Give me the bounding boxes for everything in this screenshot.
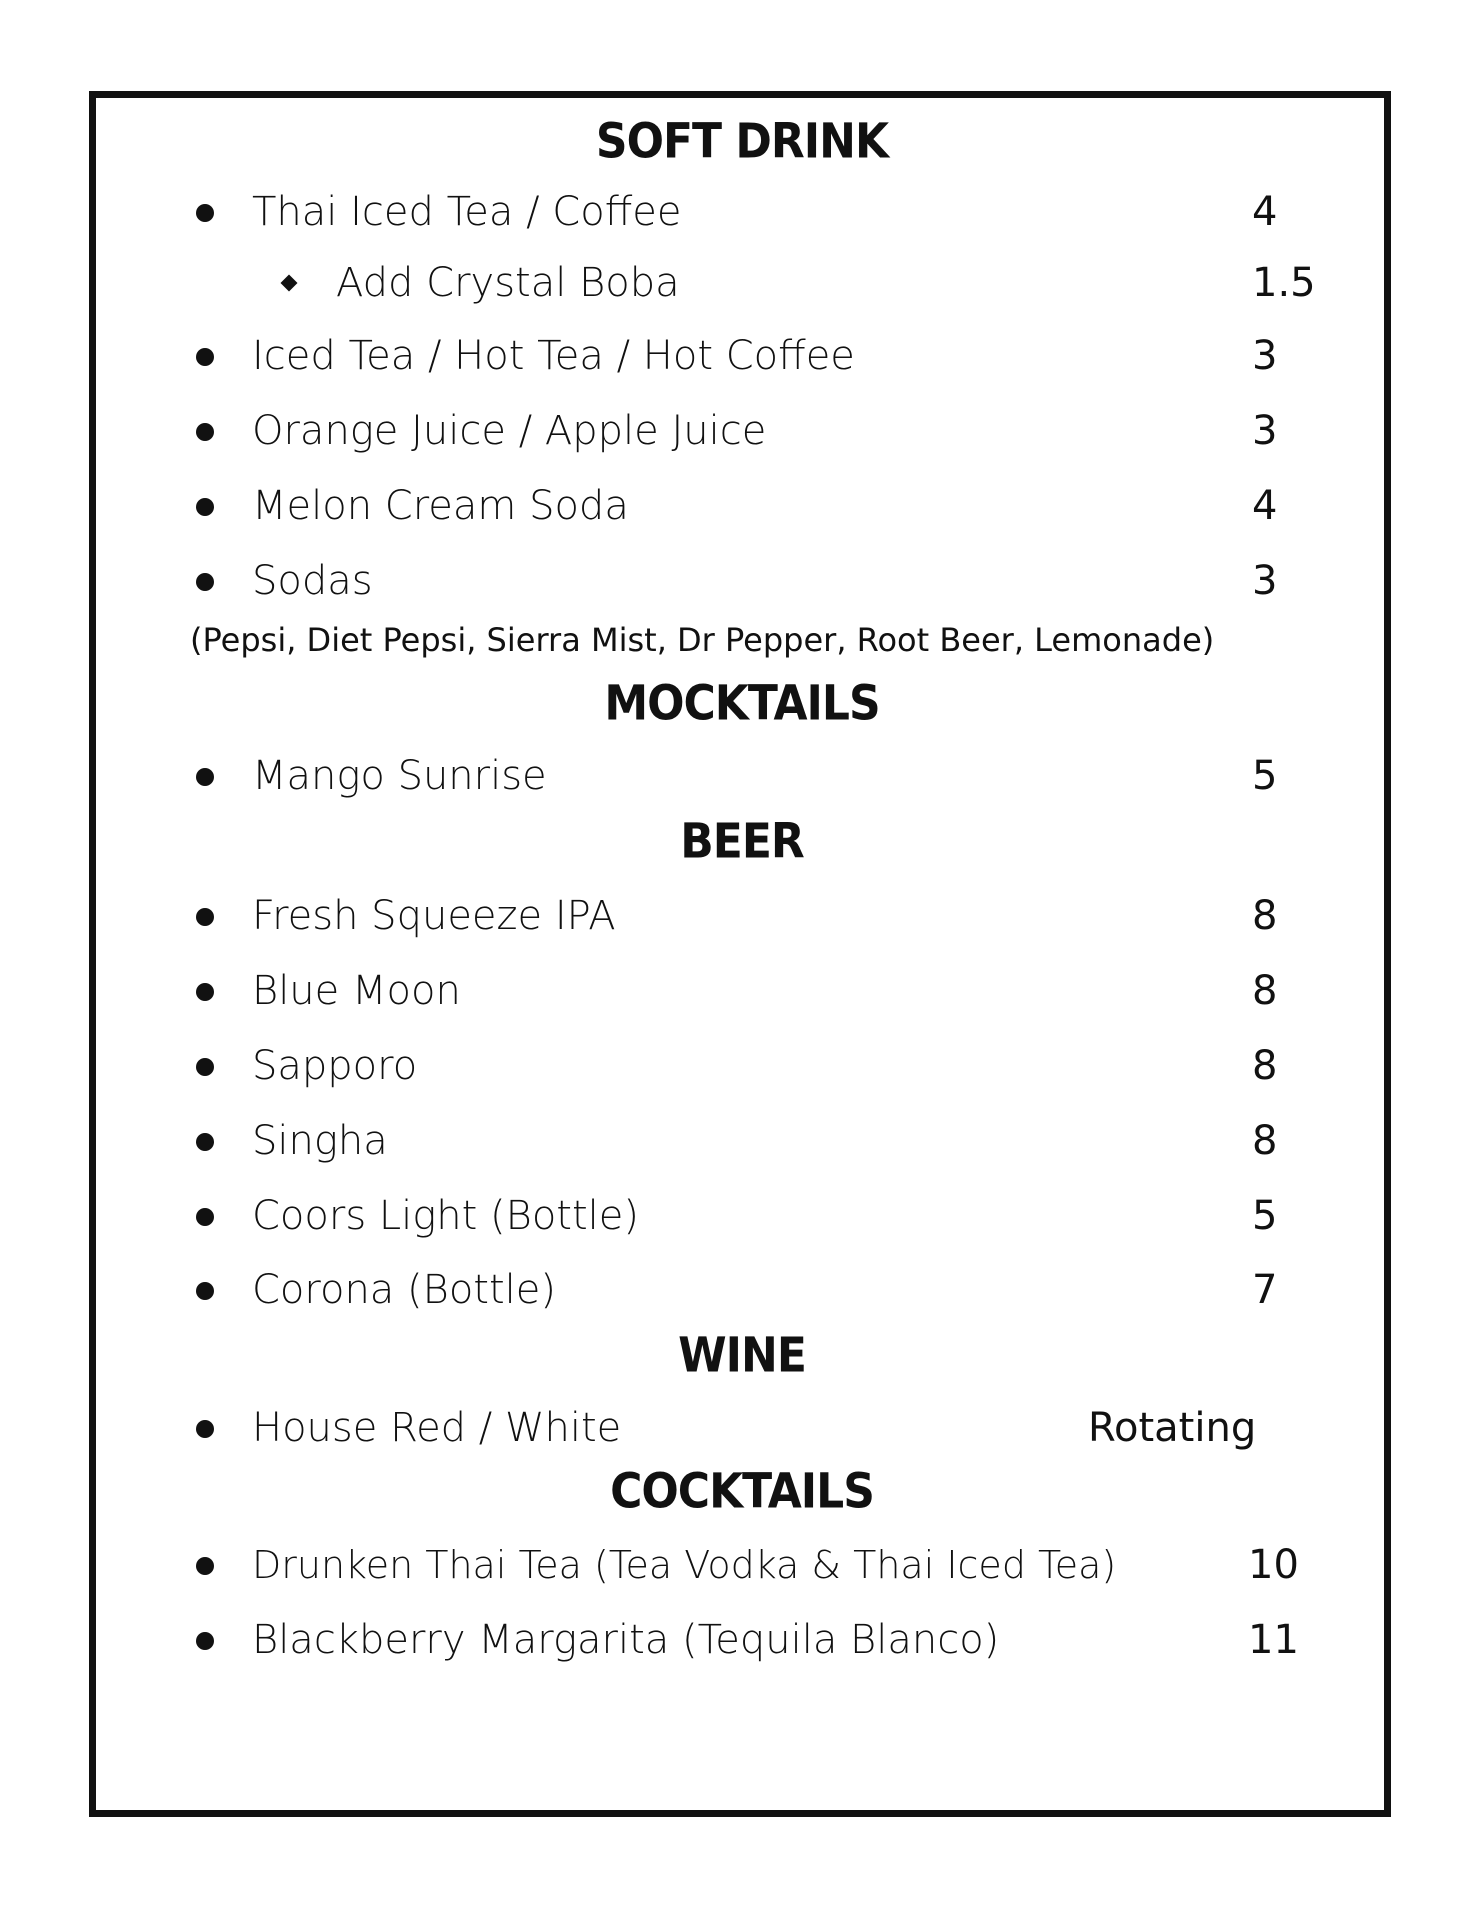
menu-item	[0, 963, 1484, 1019]
menu-item	[0, 328, 1484, 384]
menu-item	[0, 1188, 1484, 1244]
item-price: 8	[1252, 968, 1278, 1014]
item-price: 7	[1252, 1267, 1278, 1313]
item-name: Orange Juice / Apple Juice	[252, 408, 767, 454]
bullet-icon	[196, 423, 214, 441]
section-title-soft-drink: SOFT DRINK	[595, 113, 889, 170]
item-name: Add Crystal Boba	[336, 260, 680, 306]
bullet-icon	[196, 573, 214, 591]
item-name: Mango Sunrise	[252, 753, 547, 799]
item-price: 4	[1252, 189, 1278, 235]
item-name: Coors Light (Bottle)	[252, 1193, 639, 1239]
item-price: 4	[1252, 483, 1278, 529]
item-price: 1.5	[1252, 260, 1316, 306]
item-name: Iced Tea / Hot Tea / Hot Coffee	[252, 333, 855, 379]
section-title-beer: BEER	[680, 813, 804, 870]
item-name: House Red / White	[252, 1405, 622, 1451]
menu-item	[0, 1612, 1484, 1668]
menu-item	[0, 403, 1484, 459]
item-name: Melon Cream Soda	[252, 483, 629, 529]
section-title-mocktails: MOCKTAILS	[604, 675, 880, 732]
item-price: 8	[1252, 893, 1278, 939]
sodas-note: (Pepsi, Diet Pepsi, Sierra Mist, Dr Pepper, Root Beer, Lemonade)	[190, 621, 1215, 659]
bullet-icon	[196, 348, 214, 366]
item-name: Corona (Bottle)	[252, 1267, 556, 1313]
bullet-icon	[196, 1208, 214, 1226]
bullet-icon	[196, 1632, 214, 1650]
bullet-icon	[196, 1282, 214, 1300]
menu-item	[0, 1262, 1484, 1318]
item-name: Blackberry Margarita (Tequila Blanco)	[252, 1617, 1000, 1663]
menu-item	[0, 1537, 1484, 1593]
item-price: 3	[1252, 558, 1278, 604]
item-name: Drunken Thai Tea (Tea Vodka & Thai Iced Tea)	[252, 1543, 1117, 1587]
item-price: 3	[1252, 408, 1278, 454]
item-price: 5	[1252, 753, 1278, 799]
menu-item	[0, 888, 1484, 944]
bullet-icon	[196, 1058, 214, 1076]
section-title-wine: WINE	[678, 1327, 806, 1384]
menu-item	[0, 1113, 1484, 1169]
bullet-icon	[196, 1420, 214, 1438]
menu-item	[0, 478, 1484, 534]
item-name: Sodas	[252, 558, 373, 604]
item-price: 5	[1252, 1193, 1278, 1239]
item-price: 10	[1248, 1542, 1299, 1588]
item-name: Singha	[252, 1118, 388, 1164]
diamond-bullet-icon	[281, 275, 298, 292]
item-name: Blue Moon	[252, 968, 461, 1014]
bullet-icon	[196, 498, 214, 516]
bullet-icon	[196, 983, 214, 1001]
item-price: 8	[1252, 1043, 1278, 1089]
item-price: Rotating	[1088, 1405, 1257, 1451]
item-name: Fresh Squeeze IPA	[252, 893, 616, 939]
item-price: 8	[1252, 1118, 1278, 1164]
bullet-icon	[196, 1133, 214, 1151]
bullet-icon	[196, 204, 214, 222]
item-price: 3	[1252, 333, 1278, 379]
bullet-icon	[196, 908, 214, 926]
item-name: Sapporo	[252, 1043, 418, 1089]
menu-item	[0, 1038, 1484, 1094]
menu-item	[0, 184, 1484, 240]
bullet-icon	[196, 768, 214, 786]
bullet-icon	[196, 1557, 214, 1575]
item-price: 11	[1248, 1617, 1299, 1663]
menu-item-addon	[0, 255, 1484, 311]
menu-item	[0, 1400, 1484, 1456]
menu-item	[0, 748, 1484, 804]
menu-item	[0, 553, 1484, 609]
section-title-cocktails: COCKTAILS	[610, 1463, 874, 1520]
item-name: Thai Iced Tea / Coffee	[252, 189, 682, 235]
